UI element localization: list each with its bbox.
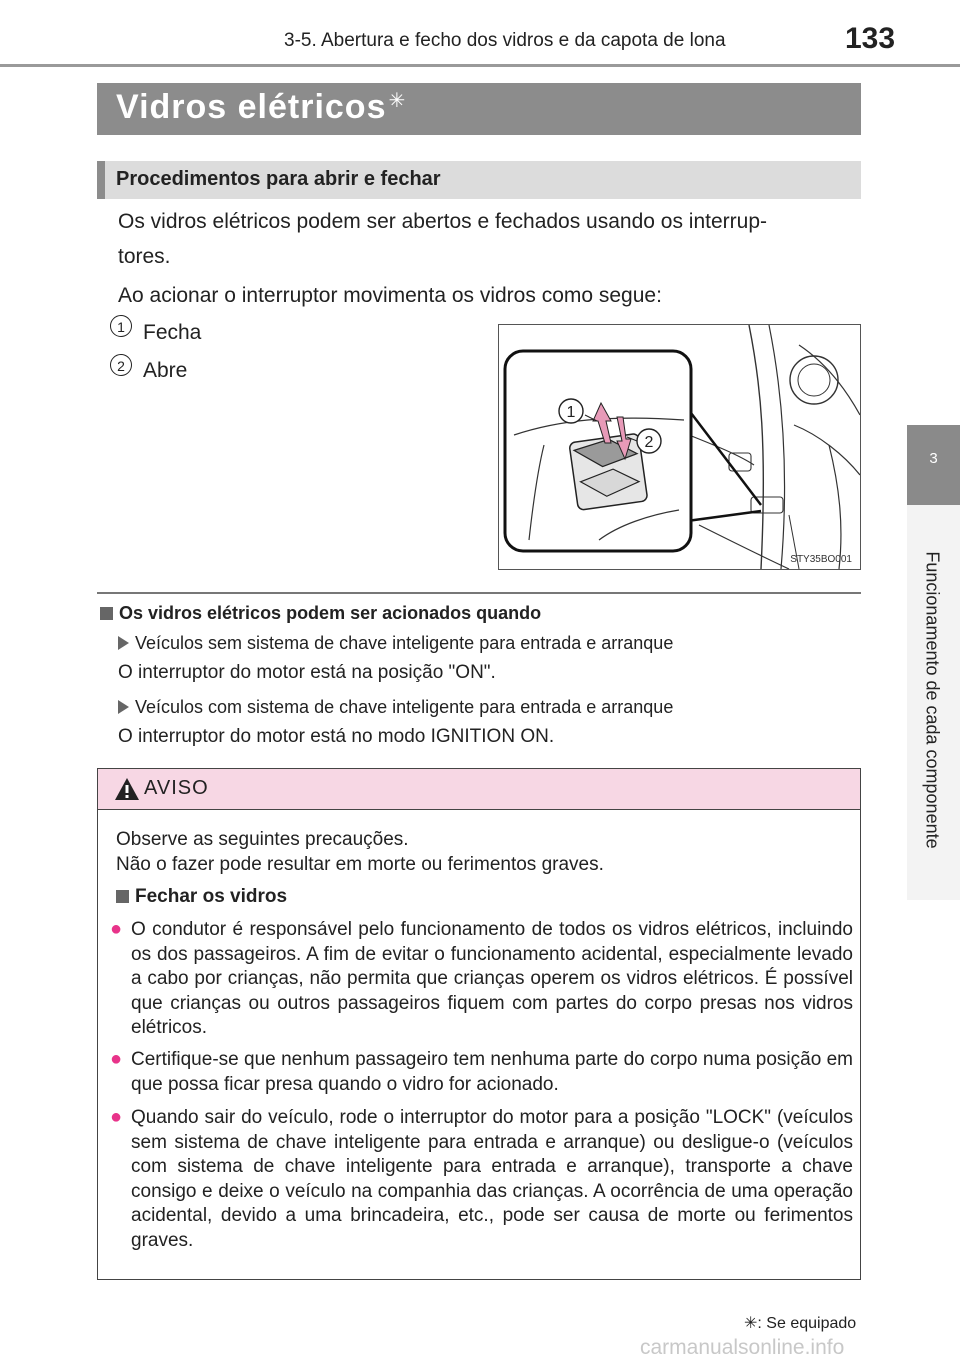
figure-callout-1: 1 bbox=[566, 404, 576, 421]
warning-triangle-icon bbox=[114, 777, 140, 801]
window-switch-illustration bbox=[498, 324, 861, 570]
triangle-bullet-icon bbox=[118, 636, 129, 650]
bullet-dot-icon: ● bbox=[110, 918, 123, 940]
intro-line-2: tores. bbox=[118, 245, 171, 268]
chapter-number: 3 bbox=[929, 450, 938, 467]
chapter-label: Funcionamento de cada componente bbox=[922, 551, 943, 849]
section-divider bbox=[97, 592, 861, 594]
watermark: carmanualsonline.info bbox=[640, 1336, 845, 1359]
footnote-text: : Se equipado bbox=[757, 1315, 857, 1332]
square-bullet-icon bbox=[116, 890, 129, 903]
bullet-dot-icon: ● bbox=[110, 1048, 123, 1070]
footnote bbox=[744, 1313, 856, 1333]
warning-intro-2: Não o fazer pode resultar em morte ou ferimentos graves. bbox=[116, 854, 604, 875]
operation-heading-text: Os vidros elétricos podem ser acionados quando bbox=[119, 603, 542, 623]
page-number: 133 bbox=[845, 22, 896, 55]
bullet-dot-icon: ● bbox=[110, 1106, 123, 1128]
footnote-mark: ✳ bbox=[744, 1315, 758, 1332]
step-label-open: Abre bbox=[143, 359, 188, 382]
section-title: 3-5. Abertura e fecho dos vidros e da capota de lona bbox=[284, 30, 726, 51]
header-divider bbox=[0, 64, 960, 67]
step-number-1: 1 bbox=[110, 315, 132, 337]
operation-heading bbox=[100, 603, 541, 624]
intro-line-1: Os vidros elétricos podem ser abertos e fechados usando os interrup- bbox=[118, 210, 768, 233]
square-bullet-icon bbox=[100, 607, 113, 620]
warning-subheading bbox=[116, 886, 287, 908]
figure-callout-2: 2 bbox=[644, 434, 654, 451]
step-label-close: Fecha bbox=[143, 321, 202, 344]
condition-smart-key-text: Veículos com sistema de chave inteligente para entrada e arranque bbox=[135, 697, 674, 717]
intro-line-3: Ao acionar o interruptor movimenta os vidros como segue: bbox=[118, 284, 662, 307]
section-heading-accent bbox=[97, 161, 105, 199]
section-heading: Procedimentos para abrir e fechar bbox=[116, 168, 441, 190]
step-number-2: 2 bbox=[110, 354, 132, 376]
condition-no-smart-key-detail: O interruptor do motor está na posição "ON". bbox=[118, 662, 496, 683]
warning-header bbox=[98, 769, 860, 810]
condition-no-smart-key bbox=[118, 633, 673, 654]
page-title-text: Vidros elétricos bbox=[116, 88, 387, 126]
condition-smart-key-detail: O interruptor do motor está no modo IGNITION ON. bbox=[118, 726, 555, 747]
figure-code: STY35BO001 bbox=[790, 554, 852, 565]
warning-intro-1: Observe as seguintes precauções. bbox=[116, 829, 409, 850]
page-title bbox=[116, 88, 406, 127]
condition-no-smart-key-text: Veículos sem sistema de chave inteligente para entrada e arranque bbox=[135, 633, 674, 653]
warning-subheading-text: Fechar os vidros bbox=[135, 886, 288, 907]
triangle-bullet-icon bbox=[118, 700, 129, 714]
warning-bullet-3: Quando sair do veículo, rode o interruptor do motor para a posição "LOCK" (veículos sem sistema de chave inteligente para entrada e arranque) ou desligue-o (veículos com sistema de chave inteligente para entrada e arranque), transporte a chave consigo e deixe o veículo na companhia das crianças. A ocorrência de uma operação acidental, devido a uma brincadeira, etc., pode ser causa de morte ou ferimentos graves. bbox=[131, 1107, 853, 1251]
warning-bullet-1: O condutor é responsável pelo funcionamento de todos os vidros elétricos, incluindo os dos passageiros. A fim de evitar o funcionamento acidental, especialmente levado a cabo por crianças, não permita que crianças operem os vidros elétricos. É possível que crianças ou outros passageiros fiquem com partes do corpo presas nos vidros elétricos. bbox=[131, 919, 853, 1038]
switch-drawing bbox=[499, 325, 860, 569]
condition-smart-key bbox=[118, 697, 673, 718]
equipment-mark: ✳ bbox=[388, 90, 407, 112]
warning-bullet-2: Certifique-se que nenhum passageiro tem nenhuma parte do corpo numa posição em que possa ficar presa quando o vidro for acionado. bbox=[131, 1049, 853, 1095]
warning-title: AVISO bbox=[144, 777, 209, 799]
